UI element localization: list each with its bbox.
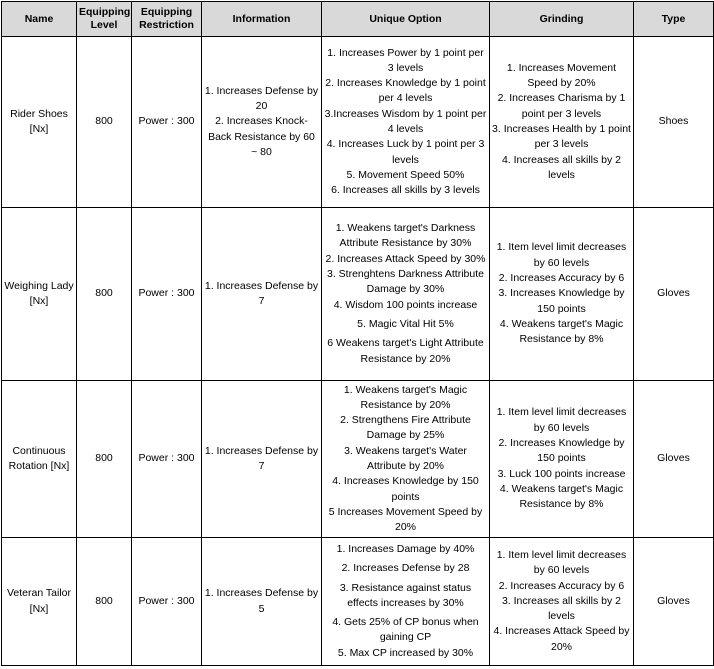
- information-cell: [202, 381, 322, 538]
- information-cell: [202, 538, 322, 666]
- grinding-line: 1. Item level limit decreases by 60 levels: [496, 406, 627, 434]
- item-type: Gloves: [634, 381, 714, 538]
- unique-line: 3.Increases Wisdom by 1 point per 4 levels: [324, 107, 487, 135]
- header-type: Type: [634, 2, 714, 37]
- header-equipping-level: Equipping Level: [77, 2, 132, 37]
- grinding-line: 3. Luck 100 points increase: [497, 467, 626, 480]
- grinding-line: 2. Increases Accuracy by 6: [498, 579, 625, 592]
- item-type: Gloves: [634, 538, 714, 666]
- unique-line: 1. Weakens target's Darkness Attribute Resistance by 30%: [335, 222, 476, 250]
- equipping-level: 800: [77, 538, 132, 666]
- unique-line: 5. Magic Vital Hit 5%: [357, 317, 454, 330]
- information-line: 1. Increases Defense by 20: [204, 84, 319, 113]
- header-row: [2, 2, 714, 37]
- information-line: 1. Increases Defense by 7: [204, 279, 319, 307]
- table-row: [2, 37, 714, 208]
- unique-line: 5. Max CP increased by 30%: [337, 646, 474, 659]
- item-type: Gloves: [634, 208, 714, 381]
- grinding-line: 2. Increases Accuracy by 6: [498, 272, 625, 285]
- table-row: [2, 208, 714, 381]
- grinding-line: 1. Item level limit decreases by 60 levels: [496, 548, 627, 577]
- header-grinding: Grinding: [490, 2, 634, 37]
- grinding-line: 4. Increases Attack Speed by 20%: [493, 625, 630, 653]
- item-name: Weighing Lady [Nx]: [2, 208, 77, 381]
- header-name: Name: [2, 2, 77, 37]
- equipping-restriction: Power : 300: [132, 37, 202, 208]
- information-line: 2. Increases Knock-Back Resistance by 60 ~ 80: [208, 115, 315, 158]
- item-name: Rider Shoes [Nx]: [2, 37, 77, 208]
- grinding-line: 1. Item level limit decreases by 60 levels: [496, 241, 627, 269]
- grinding-line: 2. Increases Knowledge by 150 points: [498, 437, 625, 465]
- header-information: Information: [202, 2, 322, 37]
- unique-cell: [322, 538, 490, 666]
- equipping-level: 800: [77, 381, 132, 538]
- unique-line: 1. Increases Damage by 40%: [336, 542, 475, 555]
- unique-line: 2. Strengthens Fire Attribute Damage by 25%: [340, 414, 471, 442]
- information-cell: [202, 208, 322, 381]
- unique-line: 4. Wisdom 100 points increase: [333, 298, 478, 311]
- unique-line: 5. Movement Speed 50%: [346, 168, 465, 181]
- table-row: [2, 381, 714, 538]
- items-table: [1, 1, 714, 666]
- unique-line: 3. Weakens target's Water Attribute by 20%: [344, 444, 467, 472]
- header-unique-option: Unique Option: [322, 2, 490, 37]
- unique-line: 2. Increases Knowledge by 1 point per 4 levels: [325, 77, 486, 105]
- equipping-level: 800: [77, 37, 132, 208]
- unique-cell: [322, 37, 490, 208]
- grinding-line: 4. Increases all skills by 2 levels: [501, 153, 622, 181]
- information-line: 1. Increases Defense by 7: [204, 444, 319, 472]
- unique-line: 4. Increases Luck by 1 point per 3 levels: [326, 138, 485, 166]
- header-equipping-restriction: Equipping Restriction: [132, 2, 202, 37]
- grinding-cell: [490, 381, 634, 538]
- unique-line: 4. Increases Knowledge by 150 points: [332, 475, 479, 503]
- table-row: [2, 538, 714, 666]
- unique-line: 4. Gets 25% of CP bonus when gaining CP: [332, 616, 479, 644]
- unique-line: 2. Increases Defense by 28: [341, 562, 470, 575]
- unique-line: 5 Increases Movement Speed by 20%: [328, 505, 483, 534]
- grinding-cell: [490, 538, 634, 666]
- unique-line: 3. Resistance against status effects increases by 30%: [339, 581, 472, 609]
- grinding-line: 1. Increases Movement Speed by 20%: [506, 61, 617, 90]
- equipping-restriction: Power : 300: [132, 538, 202, 666]
- unique-line: 6. Increases all skills by 3 levels: [331, 184, 480, 197]
- grinding-cell: [490, 208, 634, 381]
- grinding-line: 2. Increases Charisma by 1 point per 3 levels: [497, 92, 626, 120]
- equipping-restriction: Power : 300: [132, 208, 202, 381]
- unique-line: 1. Weakens target's Magic Resistance by 20%: [343, 383, 468, 411]
- grinding-line: 3. Increases Knowledge by 150 points: [498, 287, 625, 315]
- unique-cell: [322, 381, 490, 538]
- information-cell: [202, 37, 322, 208]
- unique-line: 3. Strenghtens Darkness Attribute Damage by 30%: [326, 268, 484, 296]
- grinding-cell: [490, 37, 634, 208]
- grinding-line: 4. Weakens target's Magic Resistance by 8%: [499, 317, 624, 346]
- equipping-level: 800: [77, 208, 132, 381]
- information-line: 1. Increases Defense by 5: [204, 587, 319, 615]
- item-name: Continuous Rotation [Nx]: [2, 381, 77, 538]
- item-type: Shoes: [634, 37, 714, 208]
- grinding-line: 3. Increases all skills by 2 levels: [501, 594, 622, 623]
- equipping-restriction: Power : 300: [132, 381, 202, 538]
- unique-line: 6 Weakens target's Light Attribute Resistance by 20%: [327, 337, 484, 365]
- item-name: Veteran Tailor [Nx]: [2, 538, 77, 666]
- grinding-line: 3. Increases Health by 1 point per 3 levels: [492, 123, 631, 151]
- unique-line: 2. Increases Attack Speed by 30%: [325, 252, 486, 265]
- unique-line: 1. Increases Power by 1 point per 3 levels: [327, 46, 484, 74]
- unique-cell: [322, 208, 490, 381]
- grinding-line: 4. Weakens target's Magic Resistance by 8%: [499, 482, 624, 511]
